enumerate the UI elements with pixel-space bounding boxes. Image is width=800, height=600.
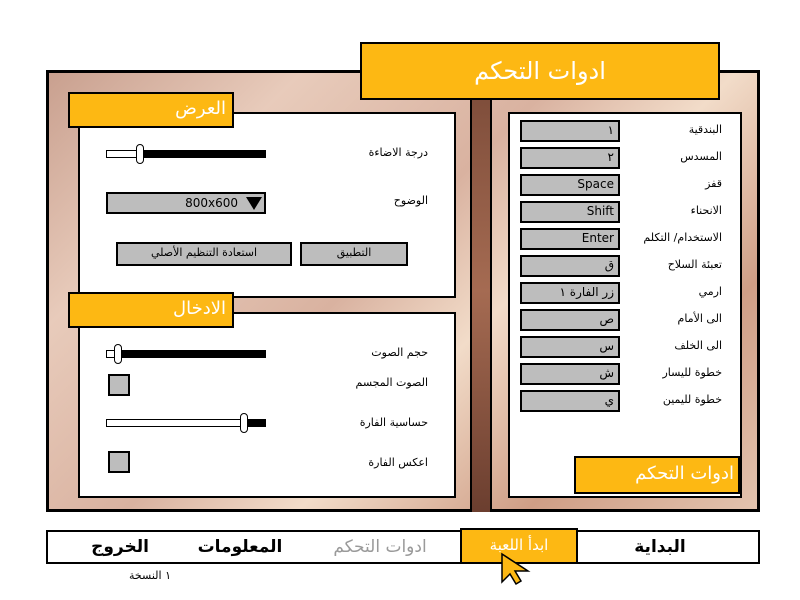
key-binding-field[interactable]: ص <box>520 309 620 331</box>
key-binding-field[interactable]: Shift <box>520 201 620 223</box>
brightness-label: درجة الاضاءة <box>368 146 428 159</box>
resolution-select[interactable] <box>106 192 266 214</box>
controls-section-title: ادوات التحكم <box>574 456 740 494</box>
mouse-sensitivity-label: حساسية الفارة <box>359 416 428 429</box>
slider-knob[interactable] <box>240 413 248 433</box>
key-binding-field[interactable]: س <box>520 336 620 358</box>
brightness-slider[interactable] <box>106 143 266 165</box>
restore-defaults-button[interactable]: استعادة التنظيم الأصلي <box>116 242 292 266</box>
page-title: ادوات التحكم <box>360 42 720 100</box>
slider-knob[interactable] <box>114 344 122 364</box>
menu-start[interactable]: البداية <box>634 537 686 557</box>
key-binding-field[interactable]: زر الفارة ١ <box>520 282 620 304</box>
mouse-cursor-icon <box>500 552 534 586</box>
key-binding-label: الى الخلف <box>674 339 722 352</box>
input-section-title: الادخال <box>68 292 234 328</box>
key-binding-field[interactable]: Space <box>520 174 620 196</box>
slider-knob[interactable] <box>136 144 144 164</box>
background-divider <box>470 70 492 512</box>
slider-track <box>106 350 266 358</box>
dropdown-arrow-icon[interactable] <box>244 194 264 212</box>
key-binding-label: ارمي <box>698 285 722 298</box>
key-binding-field[interactable]: ش <box>520 363 620 385</box>
menu-controls[interactable]: ادوات التحكم <box>333 537 427 557</box>
key-binding-field[interactable]: ١ <box>520 120 620 142</box>
slider-fill <box>106 419 244 427</box>
invert-mouse-label: اعكس الفارة <box>368 456 428 469</box>
key-binding-label: البندقية <box>688 123 722 136</box>
key-binding-field[interactable]: ي <box>520 390 620 412</box>
key-binding-label: الانحناء <box>690 204 722 217</box>
mouse-sensitivity-slider[interactable] <box>106 412 266 434</box>
key-binding-field[interactable]: ٢ <box>520 147 620 169</box>
key-binding-field[interactable]: ق <box>520 255 620 277</box>
version-label: ١ النسخة <box>129 569 171 582</box>
key-binding-field[interactable]: Enter <box>520 228 620 250</box>
key-binding-label: الى الأمام <box>677 312 722 325</box>
stereo-label: الصوت المجسم <box>355 376 428 389</box>
invert-mouse-checkbox[interactable] <box>108 451 130 473</box>
apply-button[interactable]: التطبيق <box>300 242 408 266</box>
key-binding-label: خطوة لليمين <box>662 393 722 406</box>
key-binding-label: خطوة لليسار <box>662 366 722 379</box>
resolution-value: 800x600 <box>185 196 238 210</box>
slider-fill <box>106 150 140 158</box>
controls-panel <box>508 112 742 498</box>
menu-exit[interactable]: الخروج <box>91 537 149 557</box>
key-binding-label: المسدس <box>680 150 722 163</box>
key-binding-label: قفز <box>705 177 722 190</box>
volume-label: حجم الصوت <box>371 346 428 359</box>
key-binding-label: الاستخدام/ التكلم <box>643 231 722 244</box>
resolution-label: الوضوح <box>393 194 428 207</box>
volume-slider[interactable] <box>106 343 266 365</box>
display-section-title: العرض <box>68 92 234 128</box>
stereo-checkbox[interactable] <box>108 374 130 396</box>
input-panel <box>78 312 456 498</box>
menu-info[interactable]: المعلومات <box>197 537 283 557</box>
menu-begin-game[interactable]: ابدأ اللعبة <box>460 528 578 564</box>
key-binding-label: تعبئة السلاح <box>667 258 722 271</box>
